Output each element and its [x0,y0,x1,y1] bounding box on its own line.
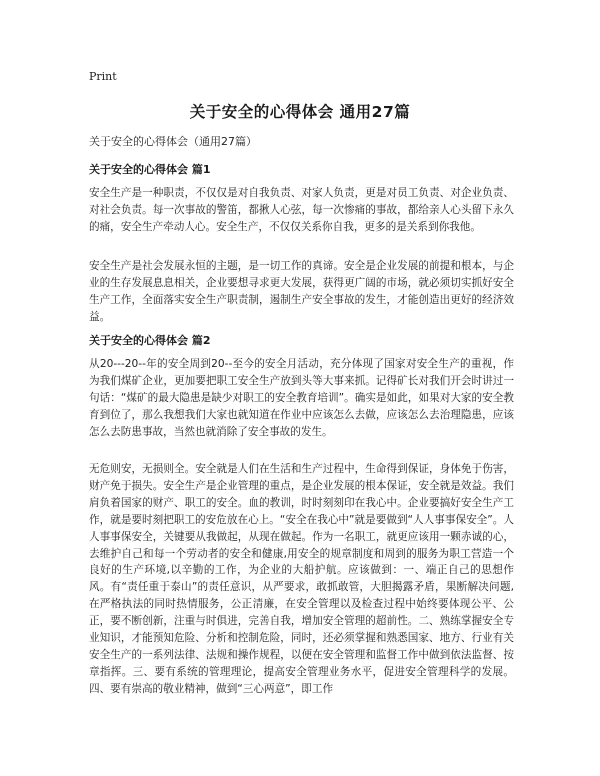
section-2-paragraph-2: 无危则安，无损则全。安全就是人们在生活和生产过程中，生命得到保证，身体免于伤害，财产免于损失。安全生产是企业管理的重点，是企业发展的根本保证，安全就是效益。我们肩负着国家的财产、职工的安全。血的教训，时时刻刻印在我心中。企业要搞好安全生产工作，就是要时刻把职工的安危放在心上。“安全在我心中”就是要做到“人人事事保安全”。人人事事保安全，关键要从我做起，从现在做起。作为一名职工，就更应该用一颗赤诚的心，去维护自己和每一个劳动者的安全和健康,用安全的规章制度和周到的服务为职工营造一个良好的生产环境,以辛勤的工作，为企业的大船护航。应该做到：一、端正自己的思想作风。有“责任重于泰山”的责任意识，从严要求，敢抓敢管，大胆揭露矛盾，果断解决问题,在严格执法的同时热情服务，公正清廉，在安全管理以及检查过程中始终要体现公平、公正，要不断创新，注重与时俱进，完善自我，增加安全管理的超前性。二、熟练掌握安全专业知识，才能预知危险、分析和控制危险，同时，还必须掌握和熟悉国家、地方、行业有关安全生产的一系列法律、法规和操作规程，以便在安全管理和监督工作中做到依法监督、按章指挥。三、要有系统的管理理论，提高安全管理业务水平，促进安全管理科学的发展。四、要有崇高的敬业精神，做到“三心两意”，即工作 [89,463,514,695]
section-1-paragraph-1: 安全生产是一种职责，不仅仅是对自我负责、对家人负责，更是对员工负责、对企业负责、对社会负责。每一次事故的警笛，都揪人心弦，每一次惨痛的事故，都给亲人心头留下永久的痛，安全生产牵动人心。安全生产，不仅仅关系你自我，更多的是关系到你我他。 [89,187,514,233]
page-title: 关于安全的心得体会 通用27篇 [189,103,411,121]
print-link[interactable]: Print [89,70,117,83]
document-subtitle: 关于安全的心得体会（通用27篇） [89,135,257,148]
section-1-paragraph-2: 安全生产是社会发展永恒的主题，是一切工作的真谛。安全是企业发展的前提和根本，与企业的生存发展息息相关，企业要想寻求更大发展，获得更广阔的市场，就必须切实抓好安全生产工作，全面落实安全生产职责制，遏制生产安全事故的发生，才能创造出更好的经济效益。 [89,260,514,323]
section-1-heading: 关于安全的心得体会 篇1 [89,163,211,176]
section-2-paragraph-1: 从20---20--年的安全周到20--至今的安全月活动，充分体现了国家对安全生产的重视，作为我们煤矿企业，更加要把职工安全生产放到头等大事来抓。记得矿长对我们开会时讲过一句话：“煤矿的最大隐患是缺少对职工的安全教育培训”。确实是如此，如果对大家的安全教育到位了，那么我想我们大家也就知道在作业中应该怎么去做，应该怎么去治理隐患，应该怎么去防患事故，当然也就消除了安全事故的发生。 [89,358,514,438]
section-2-heading: 关于安全的心得体会 篇2 [89,334,211,347]
